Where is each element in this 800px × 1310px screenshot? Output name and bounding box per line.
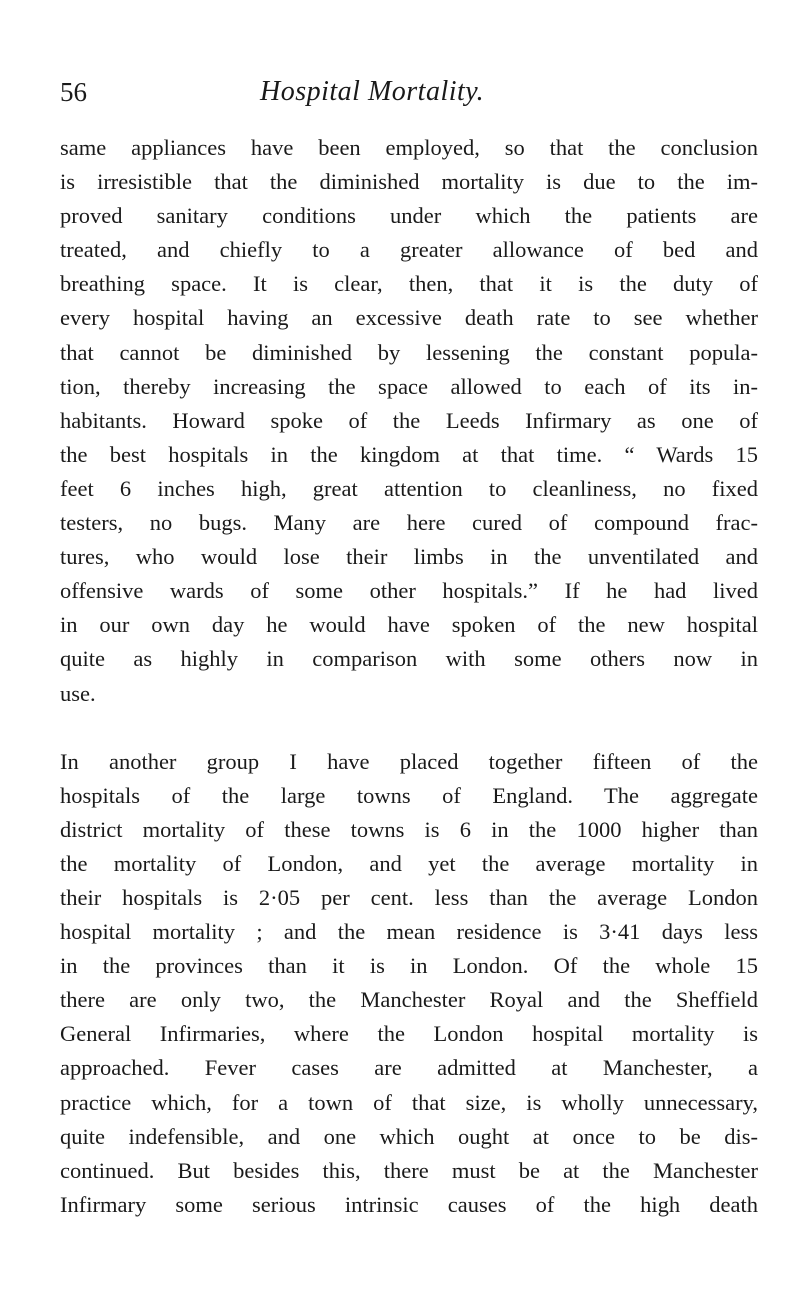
text-line: district mortality of these towns is 6 in the 1000 higher than [60,816,758,842]
text-line: offensive wards of some other hospitals.” If he had lived [60,578,758,604]
text-line: testers, no bugs. Many are here cured of compound frac- [60,510,758,536]
text-line: the best hospitals in the kingdom at that time. “ Wards 15 [60,441,758,467]
text-line: tures, who would lose their limbs in the unventilated and [60,544,758,570]
text-line: habitants. Howard spoke of the Leeds Infirmary as one of [60,407,758,433]
text-line: treated, and chiefly to a greater allowance of bed and [60,237,758,263]
text-line: breathing space. It is clear, then, that it is the duty of [60,271,758,297]
paragraph-1 [60,131,758,711]
text-line: quite indefensible, and one which ought at once to be dis- [60,1123,758,1149]
text-line: feet 6 inches high, great attention to cleanliness, no fixed [60,475,758,501]
text-line: continued. But besides this, there must be at the Manchester [60,1157,758,1183]
body-text [60,131,758,1222]
text-line: Infirmary some serious intrinsic causes of the high death [60,1191,758,1217]
text-line: that cannot be diminished by lessening the constant popula- [60,339,758,365]
page-number: 56 [60,77,87,107]
text-line: there are only two, the Manchester Royal and the Sheffield [60,987,758,1013]
running-title: Hospital Mortality. [260,76,485,107]
text-line: every hospital having an excessive death rate to see whether [60,305,758,331]
text-line: in our own day he would have spoken of the new hospital [60,612,758,638]
text-line: practice which, for a town of that size, is wholly unnecessary, [60,1089,758,1115]
text-line: the mortality of London, and yet the average mortality in [60,850,758,876]
text-line: hospital mortality ; and the mean residence is 3·41 days less [60,919,758,945]
text-line: in the provinces than it is in London. Of the whole 15 [60,953,758,979]
text-line: same appliances have been employed, so that the conclusion [60,135,758,160]
text-line: approached. Fever cases are admitted at Manchester, a [60,1055,758,1081]
paragraph-spacer [60,711,758,745]
paragraph-2 [60,745,758,1222]
text-line: is irresistible that the diminished mortality is due to the im- [60,169,758,195]
text-line: hospitals of the large towns of England. The aggregate [60,782,758,808]
text-line: their hospitals is 2·05 per cent. less than the average London [60,884,758,910]
text-line: General Infirmaries, where the London hospital mortality is [60,1021,758,1047]
running-head [60,72,760,112]
text-line: In another group I have placed together fifteen of the [60,748,758,774]
text-line: proved sanitary conditions under which the patients are [60,203,758,229]
text-line: use. [60,680,96,706]
text-line: tion, thereby increasing the space allowed to each of its in- [60,373,758,399]
text-line: quite as highly in comparison with some others now in [60,646,758,672]
